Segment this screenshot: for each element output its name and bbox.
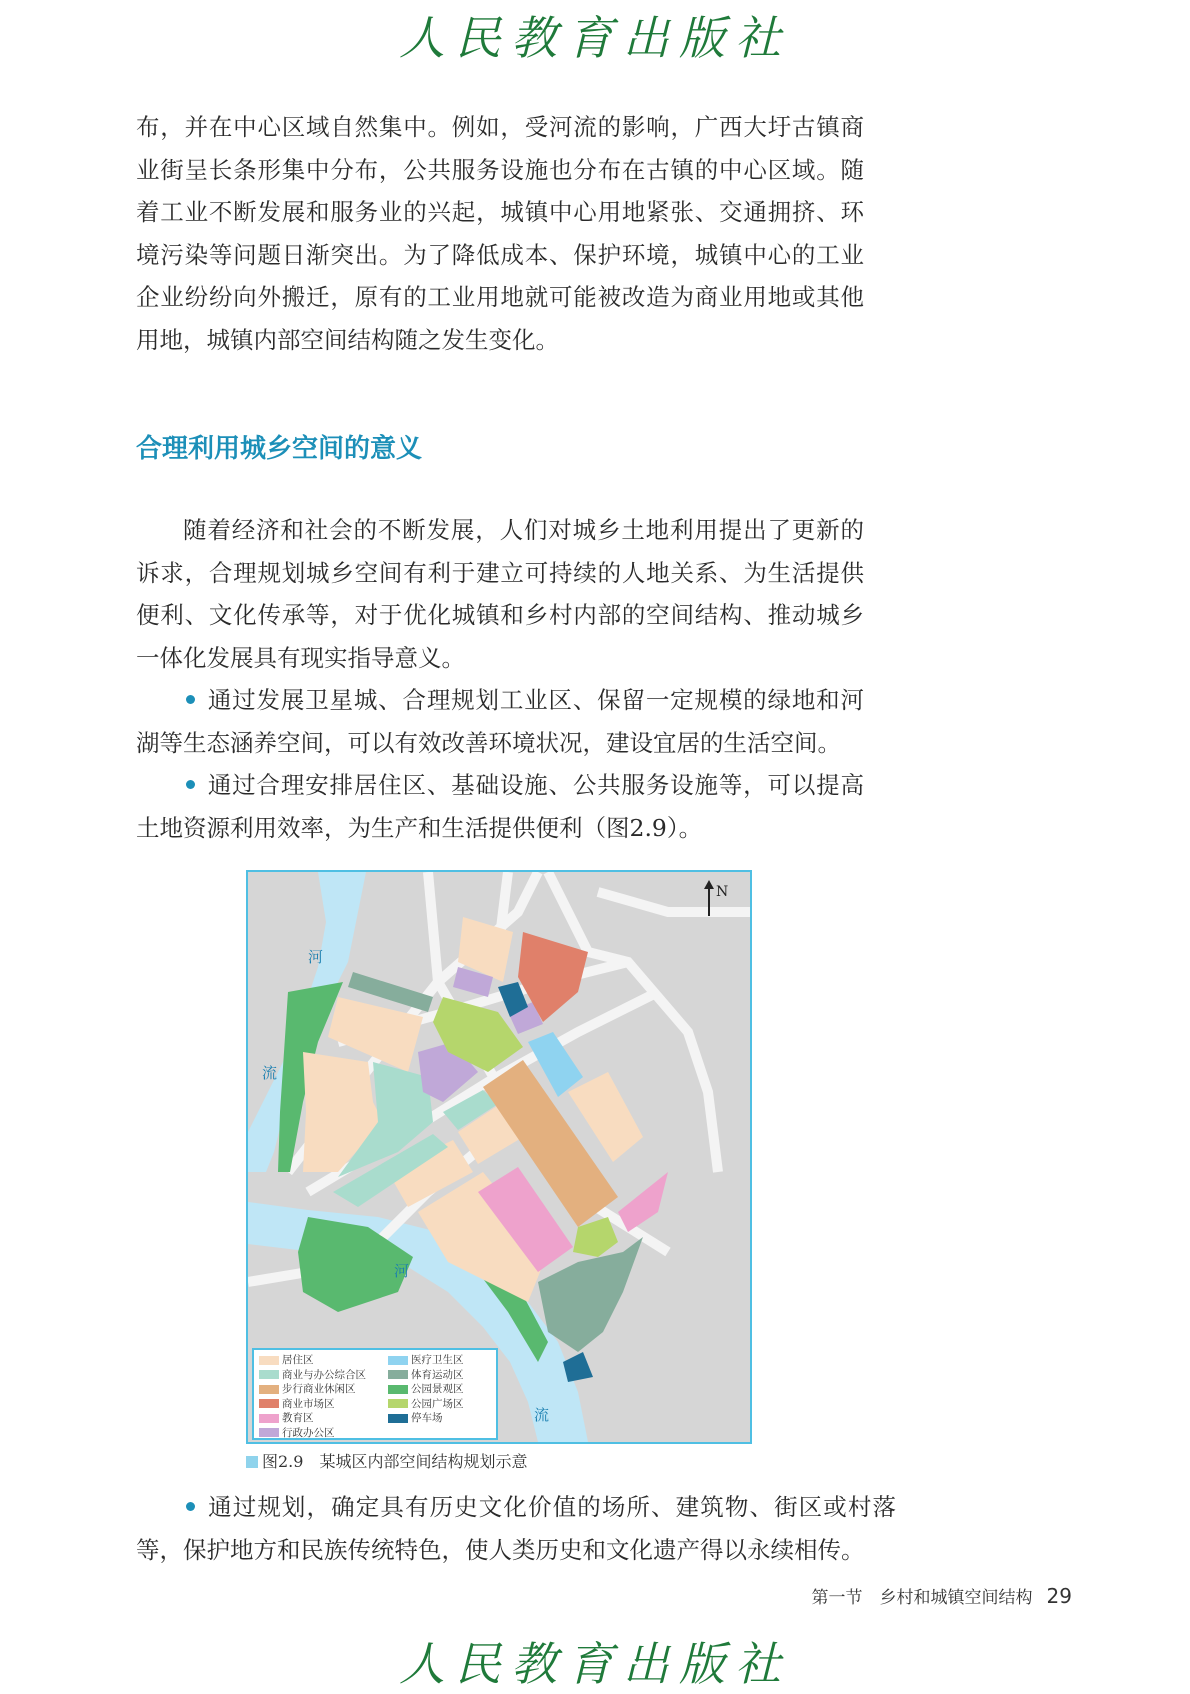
bullet-dot-icon [186, 1502, 195, 1511]
legend-item: 商业市场区 [259, 1397, 366, 1412]
legend-item: 体育运动区 [388, 1368, 464, 1383]
caption-marker-icon [246, 1456, 258, 1468]
river-label-3: 河 [394, 1262, 410, 1280]
page-footer [812, 1583, 1072, 1608]
legend-item: 教育区 [259, 1411, 366, 1426]
map-legend [252, 1348, 498, 1440]
river-label-1: 河 [308, 948, 324, 966]
publisher-logo-top: 人民教育出版社 [399, 11, 791, 65]
legend-item: 行政办公区 [259, 1426, 366, 1441]
legend-item: 医疗卫生区 [388, 1353, 464, 1368]
legend-swatch [388, 1356, 408, 1365]
footer-section-title: 第一节 乡村和城镇空间结构 [811, 1588, 1033, 1608]
legend-item: 商业与办公综合区 [259, 1368, 366, 1383]
legend-swatch [388, 1414, 408, 1423]
figure-title: 某城区内部空间结构规划示意 [319, 1452, 528, 1471]
legend-swatch [259, 1385, 279, 1394]
legend-swatch [388, 1385, 408, 1394]
page-number: 29 [1046, 1584, 1072, 1608]
river-label-4: 流 [534, 1406, 550, 1424]
figure-caption [246, 1449, 527, 1472]
river-label-2: 流 [262, 1064, 278, 1082]
figure-number: 图2.9 [262, 1452, 304, 1471]
legend-item: 公园广场区 [388, 1397, 464, 1412]
bullet-item-heritage: 通过规划，确定具有历史文化价值的场所、建筑物、街区或村落等，保护地方和民族传统特色，使人类历史和文化遗产得以永续相传。 [136, 1493, 896, 1564]
legend-swatch [259, 1414, 279, 1423]
figure-map [246, 870, 752, 1444]
section-heading: 合理利用城乡空间的意义 [136, 434, 423, 464]
legend-swatch [259, 1428, 279, 1437]
legend-item: 步行商业休闲区 [259, 1382, 366, 1397]
north-arrow-icon [708, 882, 710, 916]
north-label: N [716, 884, 729, 900]
legend-item: 停车场 [388, 1411, 464, 1426]
legend-item: 居住区 [259, 1353, 366, 1368]
bullet-item-land-use: 通过合理安排居住区、基础设施、公共服务设施等，可以提高土地资源利用效率，为生产和生活提供便利（图2.9）。 [136, 771, 864, 842]
paragraph-intro: 布，并在中心区域自然集中。例如，受河流的影响，广西大圩古镇商业街呈长条形集中分布，公共服务设施也分布在古镇的中心区域。随着工业不断发展和服务业的兴起，城镇中心用地紧张、交通拥挤、环境污染等问题日渐突出。为了降低成本、保护环境，城镇中心的工业企业纷纷向外搬迁，原有的工业用地就可能被改造为商业用地或其他用地，城镇内部空间结构随之发生变化。 [136, 113, 864, 354]
legend-swatch [259, 1356, 279, 1365]
legend-swatch [259, 1370, 279, 1379]
bullet-dot-icon [186, 695, 195, 704]
legend-swatch [259, 1399, 279, 1408]
legend-swatch [388, 1370, 408, 1379]
bullet-item-ecology: 通过发展卫星城、合理规划工业区、保留一定规模的绿地和河湖等生态涵养空间，可以有效改善环境状况，建设宜居的生活空间。 [136, 686, 864, 757]
legend-item: 公园景观区 [388, 1382, 464, 1397]
publisher-logo-bottom: 人民教育出版社 [399, 1637, 791, 1691]
legend-swatch [388, 1399, 408, 1408]
paragraph-significance: 随着经济和社会的不断发展，人们对城乡土地利用提出了更新的诉求，合理规划城乡空间有利于建立可持续的人地关系、为生活提供便利、文化传承等，对于优化城镇和乡村内部的空间结构、推动城乡一体化发展具有现实指导意义。 [136, 516, 864, 672]
bullet-dot-icon [186, 780, 195, 789]
